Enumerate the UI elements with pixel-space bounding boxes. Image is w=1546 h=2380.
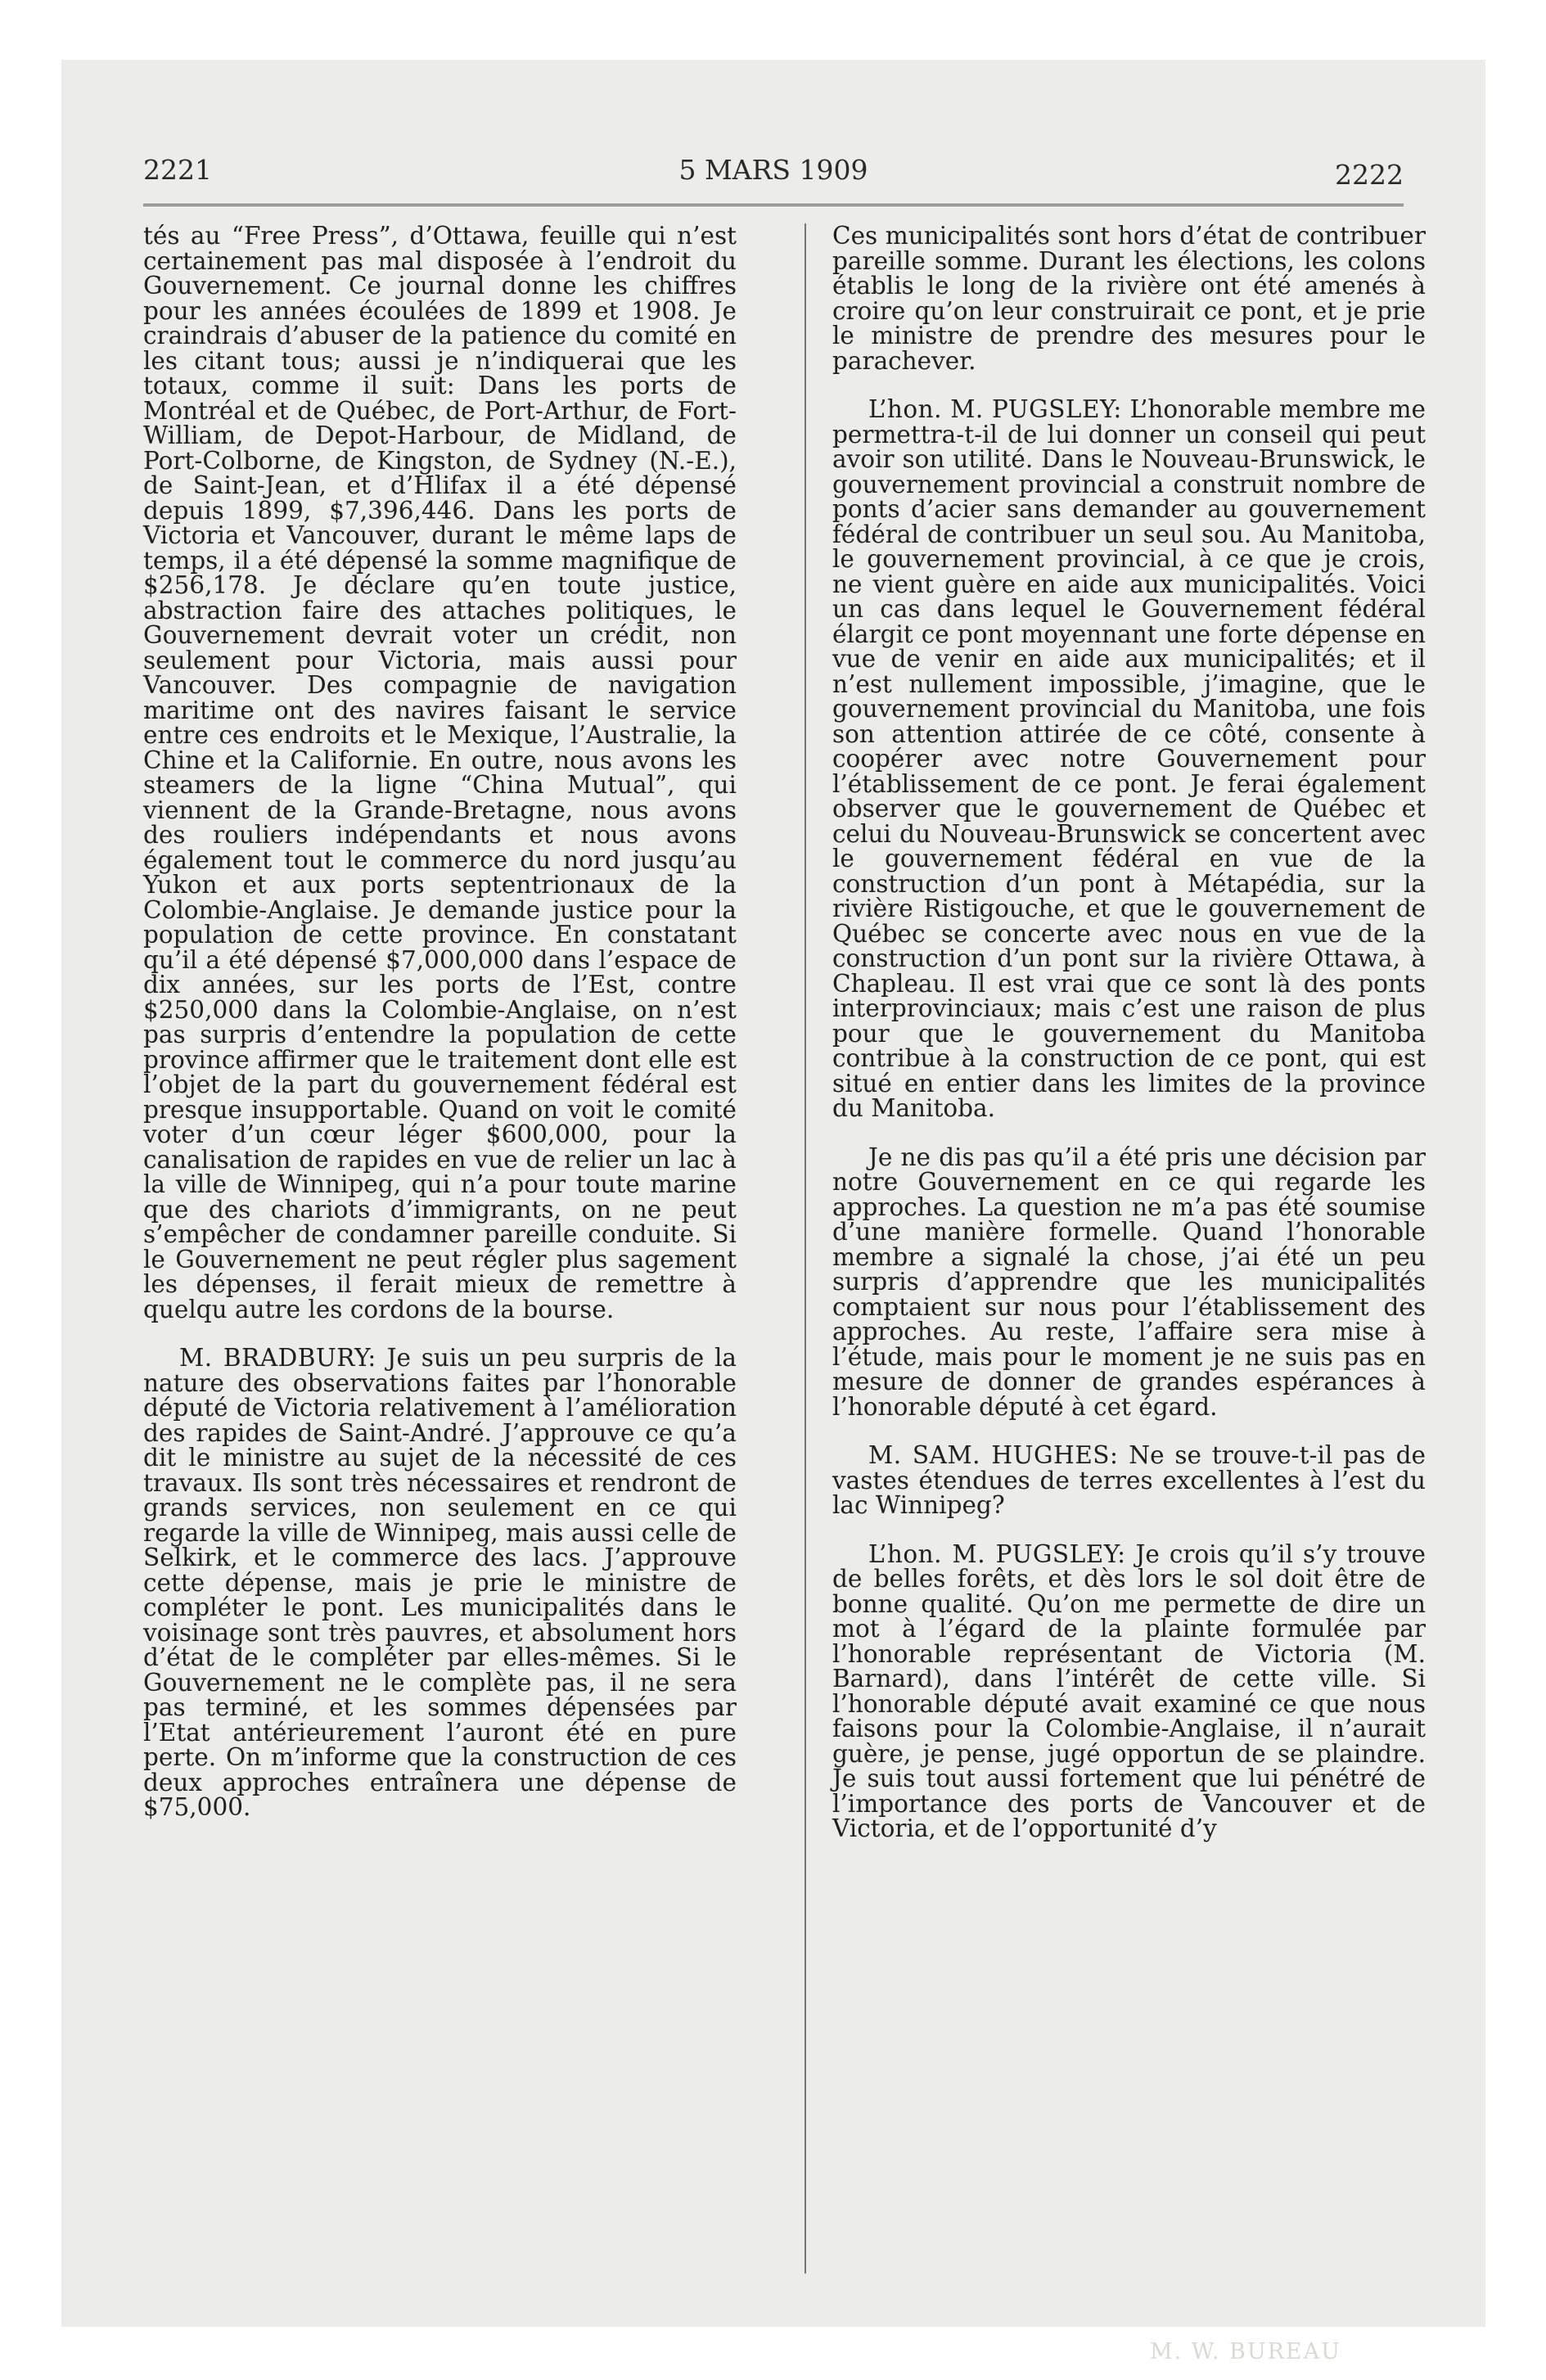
- header-date: 5 MARS 1909: [678, 154, 868, 186]
- paragraph: Ces municipalités sont hors d’état de contribuer pareille somme. Durant les élections, les colons établis le long de la rivière ont été amenés à croire qu’on leur construirait ce pont, et je prie le ministre de prendre des mesures pour le parachever.: [832, 222, 1426, 375]
- speaker-name: L’hon. M. PUGSLEY:: [868, 395, 1122, 423]
- speech-text: Je suis un peu surpris de la nature des observations faites par l’honorable député de Victoria relativement à l’amélioration des rapides de Saint-André. J’approuve ce qu’a dit le ministre au sujet de la nécessité de ces travaux. Ils sont très nécessaires et rendront de grands services, non seulement en ce qui regarde la ville de Winnipeg, mais aussi celle de Selkirk, et le commerce des lacs. J’approuve cette dépense, mais je prie le ministre de compléter le pont. Les municipalités dans le voisinage sont très pauvres, et absolument hors d’état de le compléter par elles-mêmes. Si le Gouvernement ne le complète pas, il ne sera pas terminé, et les sommes dépensées par l’Etat antérieurement l’auront été en pure perte. On m’informe que la construction de ces deux approches entraînera une dépense de $75,000.: [143, 1344, 737, 1821]
- speech-paragraph: [832, 397, 1426, 1121]
- speaker-name: M. SAM. HUGHES:: [868, 1441, 1119, 1469]
- speaker-name: L’hon. M. PUGSLEY:: [868, 1539, 1126, 1568]
- header-rule: [143, 204, 1404, 210]
- speech-text: L’honorable membre me permettra-t-il de lui donner un conseil qui peut avoir son utilité. Dans le Nouveau-Brunswick, le gouvernement provincial a construit nombre de ponts d’acier sans demander au gouvernement fédéral de contribuer un seul sou. Au Manitoba, le gouvernement provincial, à ce que je crois, ne vient guère en aide aux municipalités. Voici un cas dans lequel le Gouvernement fédéral élargit ce pont moyennant une forte dépense en vue de venir en aide aux municipalités; et il n’est nullement impossible, j’imagine, que le gouvernement provincial du Manitoba, une fois son attention attirée de ce côté, consente à coopérer avec notre Gouvernement pour l’établissement de ce pont. Je ferai également observer que le gouvernement de Québec et celui du Nouveau-Brunswick se concertent avec le gouvernement fédéral en vue de la construction d’un pont à Métapédia, sur la rivière Ristigouche, et que le gouvernement de Québec se concerte avec nous en vue de la construction d’un pont sur la rivière Ottawa, à Chapleau. Il est vrai que ce sont là des ponts interprovinciaux; mais c’est une raison de plus pour que le gouvernement du Manitoba contribue à la construction de ce pont, qui est situé en entier dans les limites de la province du Manitoba.: [832, 395, 1426, 1122]
- paragraph: tés au “Free Press”, d’Ottawa, feuille qui n’est certainement pas mal disposée à l’endroit du Gouvernement. Ce journal donne les chiffres pour les années écoulées de 1899 et 1908. Je craindrais d’abuser de la patience du comité en les citant tous; aussi je n’indiquerai que les totaux, comme il suit: Dans les ports de Montréal et de Québec, de Port-Arthur, de Fort-William, de Depot-Harbour, de Midland, de Port-Colborne, de Kingston, de Sydney (N.-E.), de Saint-Jean, et d’Hlifax il a été dépensé depuis 1899, $7,396,446. Dans les ports de Victoria et Vancouver, durant le même laps de temps, il a été dépensé la somme magnifique de $256,178. Je déclare qu’en toute justice, abstraction faire des attaches politiques, le Gouvernement devrait voter un crédit, non seulement pour Victoria, mais aussi pour Vancouver. Des compagnie de navigation maritime ont des navires faisant le service entre ces endroits et le Mexique, l’Australie, la Chine et la Californie. En outre, nous avons les steamers de la ligne “China Mutual”, qui viennent de la Grande-Bretagne, nous avons des rouliers indépendants et nous avons également tout le commerce du nord jusqu’au Yukon et aux ports septentrionaux de la Colombie-Anglaise. Je demande justice pour la population de cette province. En constatant qu’il a été dépensé $7,000,000 dans l’espace de dix années, sur les ports de l’Est, contre $250,000 dans la Colombie-Anglaise, on n’est pas surpris d’entendre la population de cette province affirmer que le traitement dont elle est l’objet de la part du gouvernement fédéral est presque insupportable. Quand on voit le comité voter d’un cœur léger $600,000, pour la canalisation de rapides en vue de relier un lac à la ville de Winnipeg, qui n’a pour toute marine que des chariots d’immigrants, on ne peut s’empêcher de condamner pareille conduite. Si le Gouvernement ne peut régler plus sagement les dépenses, il ferait mieux de remettre à quelqu autre les cordons de la bourse.: [143, 222, 737, 1323]
- column-divider: [805, 223, 806, 2274]
- page-number-right: 2222: [1335, 159, 1404, 191]
- speech-paragraph: [832, 1539, 1426, 1842]
- speech-text: Ne se trouve-t-il pas de vastes étendues de terres excellentes à l’est du lac Winnipeg?: [832, 1441, 1426, 1519]
- speaker-name: M. BRADBURY:: [179, 1344, 376, 1372]
- left-column: [143, 223, 737, 1844]
- speech-paragraph: [832, 1443, 1426, 1518]
- speech-paragraph: [143, 1346, 737, 1820]
- speech-text: Je crois qu’il s’y trouve de belles forêts, et dès lors le sol doit être de bonne qualité. Qu’on me permette de dire un mot à l’égard de la plainte formulée par l’honorable représentant de Victoria (M. Barnard), dans l’intérêt de cette ville. Si l’honorable député avait examiné ce que nous faisons pour la Colombie-Anglaise, il n’aurait guère, je pense, jugé opportun de se plaindre. Je suis tout aussi fortement que lui pénétré de l’importance des ports de Vancouver et de Victoria, et de l’opportunité d’y: [832, 1539, 1426, 1842]
- scanned-page: [61, 60, 1485, 2364]
- faint-stamp: M. W. BUREAU: [1150, 2339, 1341, 2364]
- page-number-left: 2221: [143, 154, 212, 186]
- right-column: [832, 223, 1426, 1865]
- paragraph: Je ne dis pas qu’il a été pris une décision par notre Gouvernement en ce qui regarde les approches. La question ne m’a pas été soumise d’une manière formelle. Quand l’honorable membre a signalé la chose, j’ai été un peu surpris d’apprendre que les municipalités comptaient sur nous pour l’établissement des approches. Au reste, l’affaire sera mise à l’étude, mais pour le moment je ne suis pas en mesure de donner de grandes espérances à l’honorable député à cet égard.: [832, 1143, 1426, 1421]
